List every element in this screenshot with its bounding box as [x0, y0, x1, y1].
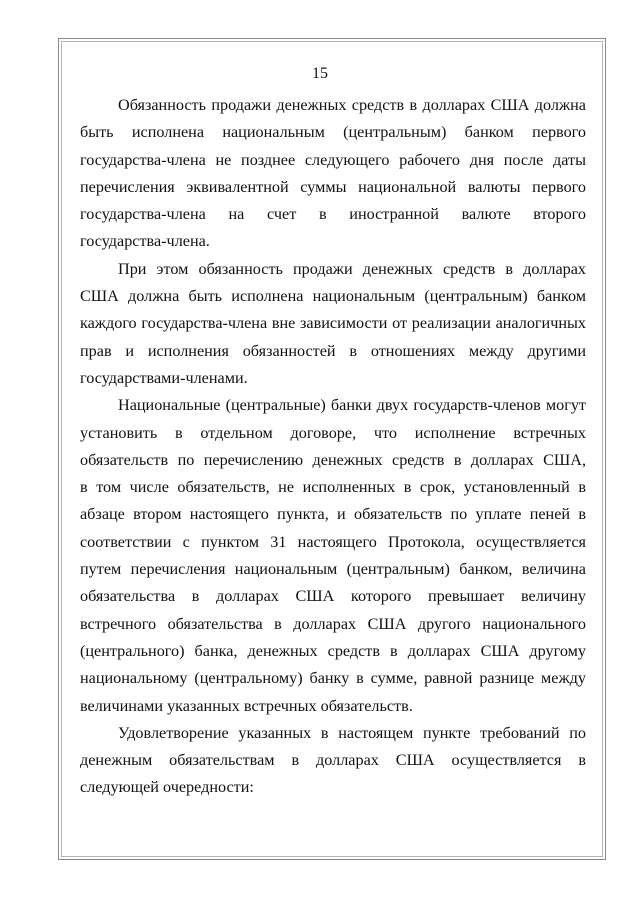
text-line: Удовлетворение указанных в настоящем пункте требований по	[118, 723, 586, 742]
text-line: государства-члена.	[80, 232, 210, 251]
paragraph	[80, 720, 586, 802]
text-line: путем перечисления национальным (центральным) банком, величина	[80, 560, 586, 579]
paragraph	[80, 256, 586, 392]
document-body	[80, 92, 586, 802]
paragraph	[80, 392, 586, 720]
text-line: перечисления эквивалентной суммы национальной валюты первого	[80, 177, 586, 196]
text-line: государства-члена не позднее следующего рабочего дня после даты	[80, 150, 586, 169]
text-line: встречного обязательства в долларах США другого национального	[80, 614, 586, 633]
text-line: каждого государства-члена вне зависимости от реализации аналогичных	[80, 314, 586, 333]
text-line: Обязанность продажи денежных средств в долларах США должна	[118, 96, 586, 114]
text-line: государства-члена на счет в иностранной валюте второго	[80, 205, 586, 224]
page-number: 15	[312, 65, 328, 82]
text-line: США должна быть исполнена национальным (центральным) банком	[80, 287, 586, 306]
text-line: государствами-членами.	[80, 368, 248, 387]
text-line: национальному (центральному) банку в сумме, равной разнице между	[80, 669, 586, 688]
text-line: следующей очередности:	[80, 778, 254, 797]
text-line: обязательства в долларах США которого превышает величину	[80, 587, 586, 606]
text-line: соответствии с пунктом 31 настоящего Протокола, осуществляется	[80, 532, 586, 551]
text-line: прав и исполнения обязанностей в отношениях между другими	[80, 341, 586, 360]
text-line: Национальные (центральные) банки двух государств-членов могут	[118, 396, 586, 415]
text-line: денежным обязательствам в долларах США осуществляется в	[80, 751, 586, 770]
text-line: величинами указанных встречных обязательств.	[80, 696, 413, 715]
text-line: обязательств по перечислению денежных средств в долларах США,	[80, 450, 586, 469]
text-line: (центрального) банка, денежных средств в долларах США другому	[80, 641, 586, 660]
text-line: абзаце втором настоящего пункта, и обязательств по уплате пеней в	[80, 505, 586, 524]
text-line: в том числе обязательств, не исполненных в срок, установленный в	[80, 478, 586, 497]
text-line: установить в отдельном договоре, что исполнение встречных	[80, 423, 586, 442]
text-line: быть исполнена национальным (центральным) банком первого	[80, 123, 586, 142]
paragraph	[80, 92, 586, 256]
text-line: При этом обязанность продажи денежных средств в долларах	[118, 259, 586, 278]
